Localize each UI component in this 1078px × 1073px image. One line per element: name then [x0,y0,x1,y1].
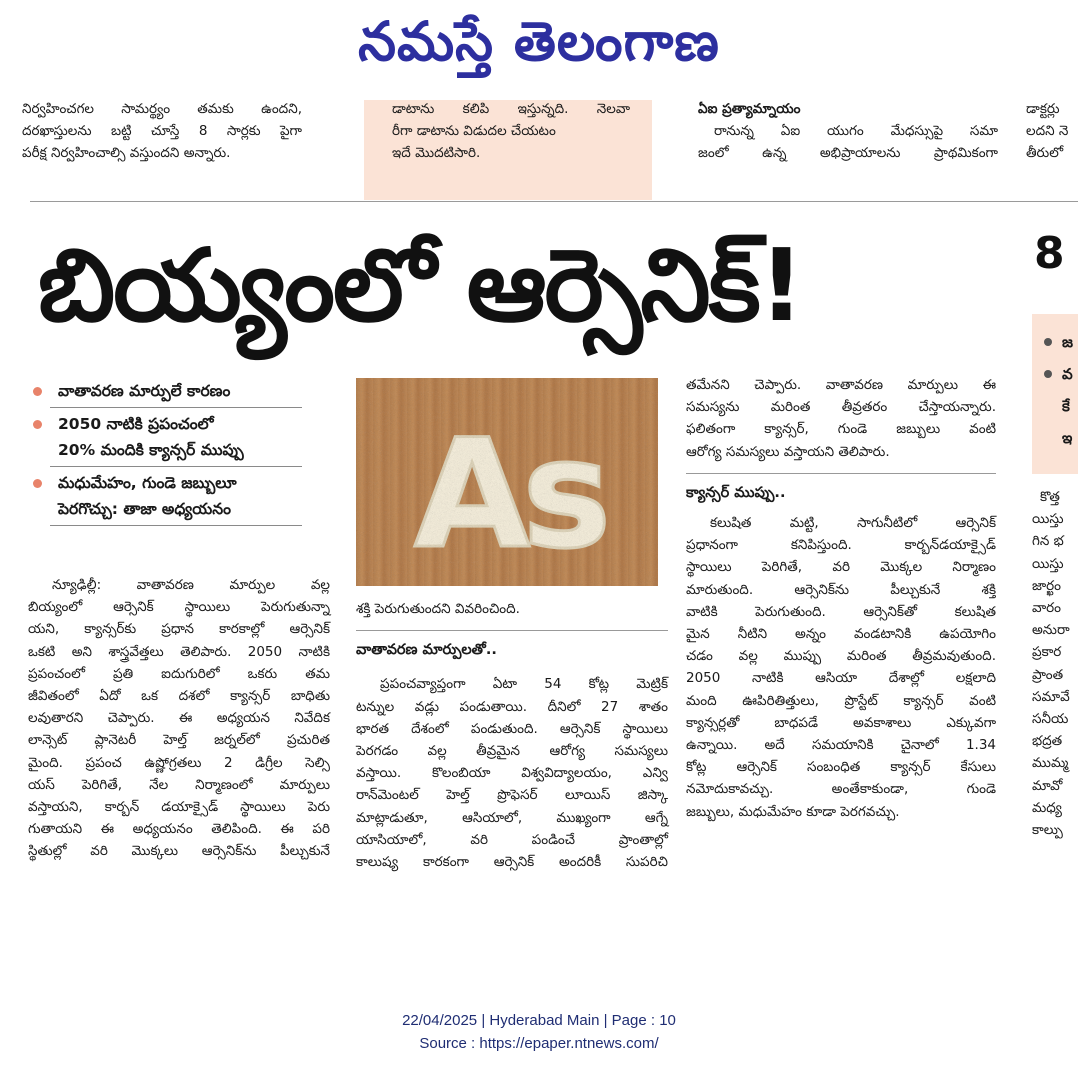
bullet-dot-icon [1044,370,1052,378]
section-subhead: వాతావరణ మార్పులతో.. [356,642,497,659]
bullet-dot-icon [1044,338,1052,346]
article-col3: తమేనని చెప్పారు. వాతావరణ మార్పులు ఈ సమస్యను మరింత తీవ్రతరం చేస్తాయన్నారు. ఫలితంగా క్యాన్సర్, గుండె జబ్బులు వంటి ఆరోగ్య సమస్యలు వస్తాయని తెలిపారు. క్యాన్సర్ ముప్పు.. కలుషిత మట్టి, సాగునీటిలో ఆర్సెనిక్ ప్రధానంగా కనిపిస్తుంది. కార్బన్‌డయాక్సైడ్ స్థాయిలు పెరిగితే, వరి మొక్కల నిర్మాణం మారుతుంది. ఆర్సెనిక్‌ను పీల్చుకునే శక్తి వాటికి పెరుగుతుంది. ఆర్సెనిక్‌తో కలుషిత మైన నీటిని అన్నం వండటానికి ఉపయోగిం చడం వల్ల ముప్పు మరింత తీవ్రమవుతుంది. 2050 నాటికి ఆసియా దేశాల్లో లక్షలాది మంది ఊపిరితిత్తులు, ప్రొస్టేట్ క్యాన్సర్ వంటి క్యాన్సర్లతో బాధపడే అవకాశాలు ఎక్కువగా ఉన్నాయి. అదే సమయానికి చైనాలో 1.34 కోట్ల ఆర్సెనిక్ సంబంధిత క్యాన్సర్ కేసులు నమోదుకావచ్చు. అంతేకాకుండా, గుండె జబ్బులు, మధుమేహం కూడా పెరగవచ్చు. [686,377,996,820]
bullet-item: వాతావరణ మార్పులే కారణం [28,378,302,404]
rice-arsenic-photo [356,378,658,586]
side-headline-fragment: 8 [1034,228,1065,279]
section-divider [30,201,1078,202]
bullet-dot-icon [33,420,42,429]
bullet-item: మధుమేహం, గుండె జబ్బులూ [28,470,302,496]
article-col4-fragment: కొత్త యిస్తు గిన భ యిస్తు జార్ఖం వారం అనురా ప్రకార ప్రాంత సమావే సనీయ భద్రత ముమ్మ మావో మధ్య కాల్పు [1032,489,1070,839]
top-strip-col1: నిర్వహించగల సామర్థ్యం తమకు ఉందని, దరఖాస్తులను బట్టి చూస్తే 8 సార్లకు పైగా పరీక్ష నిర్వహించాల్సి వస్తుందని అన్నారు. [22,101,302,162]
section-subhead: ఏఐ ప్రత్యామ్నాయం [698,101,801,117]
main-headline: బియ్యంలో ఆర్సెనిక్! [38,227,803,344]
top-strip-col3: ఏఐ ప్రత్యామ్నాయం రానున్న ఏఐ యుగం మేధస్సుపై సమా జంలో ఉన్న అభిప్రాయాలను ప్రాథమికంగా [698,98,998,165]
bullet-dot-icon [33,387,42,396]
top-strip-col2: డాటాను కలిపి ఇస్తున్నది. నెలవా రీగా డాటాను విడుదల చేయటం ఇదే మొదటిసారి. [392,101,630,162]
section-subhead: క్యాన్సర్ ముప్పు.. [686,484,786,501]
article-col2: శక్తి పెరుగుతుందని వివరించింది. వాతావరణ మార్పులతో.. ప్రపంచవ్యాప్తంగా ఏటా 54 కోట్ల మెట్రిక్ టన్నుల వడ్లు పండుతాయి. దీనిలో 27 శాతం భారత దేశంలో పండుతుంది. ఆర్సెనిక్ స్థాయిలు పెరగడం వల్ల తీవ్రమైన ఆరోగ్య సమస్యలు వస్తాయి. కొలంబియా విశ్వవిద్యాలయం, ఎన్వి రాన్‌మెంటల్ హెల్త్ ప్రొఫెసర్ లూయిస్ జిస్కా మాట్లాడుతూ, ఆసియాలో, ముఖ్యంగా ఆగ్నే యాసియాలో, వరి పండించే ప్రాంతాల్లో కాలుష్య కారకంగా ఆర్సెనిక్ అందరికీ సుపరిచి [356,601,668,871]
footer-edition-info: 22/04/2025 | Hyderabad Main | Page : 10 [402,1012,676,1029]
bullet-dot-icon [33,479,42,488]
newspaper-masthead: నమస్తే తెలంగాణ [358,9,720,73]
top-strip-col4: డాక్టర్లు లదని నె తీరులో [1026,101,1069,162]
article-col1: న్యూఢిల్లీ: వాతావరణ మార్పుల వల్ల బియ్యంలో ఆర్సెనిక్ స్థాయిలు పెరుగుతున్నా యని, క్యాన్సర్‌కు ప్రధాన కారకాల్లో ఆర్సెనిక్ ఒకటి అని శాస్త్రవేత్తలు తెలిపారు. 2050 నాటికి ప్రపంచంలో ప్రతి ఐదుగురిలో ఒకరు తమ జీవితంలో ఏదో ఒక దశలో క్యాన్సర్ బాధితు లవుతారని చెప్పారు. ఈ అధ్యయన నివేదిక లాన్సెట్ ప్లానెటరీ హెల్త్ జర్నల్‌లో ప్రచురిత మైంది. ప్రపంచ ఉష్ణోగ్రతలు 2 డిగ్రీల సెల్సి యస్ పెరిగితే, నేల నిర్మాణంలో మార్పులు వస్తాయని, కార్బన్ డయాక్సైడ్ స్థాయిలు పెరు గుతాయని ఈ అధ్యయనం తెలిపింది. ఈ పరి స్థితుల్లో వరి మొక్కలు ఆర్సెనిక్‌ను పీల్చుకునే [28,577,330,860]
rice-grains-illustration [356,378,658,586]
footer-source-link[interactable]: Source : https://epaper.ntnews.com/ [419,1035,659,1052]
side-bullet-box: జ వ కే ఇ [1032,314,1078,474]
highlight-bullets: వాతావరణ మార్పులే కారణం 2050 నాటికి ప్రపంచంలో 20% మందికి క్యాన్సర్ ముప్పు మధుమేహం, గుండె జబ్బులూ పెరగొచ్చు: తాజా అధ్యయనం [28,378,302,529]
bullet-item: 2050 నాటికి ప్రపంచంలో [28,411,302,437]
